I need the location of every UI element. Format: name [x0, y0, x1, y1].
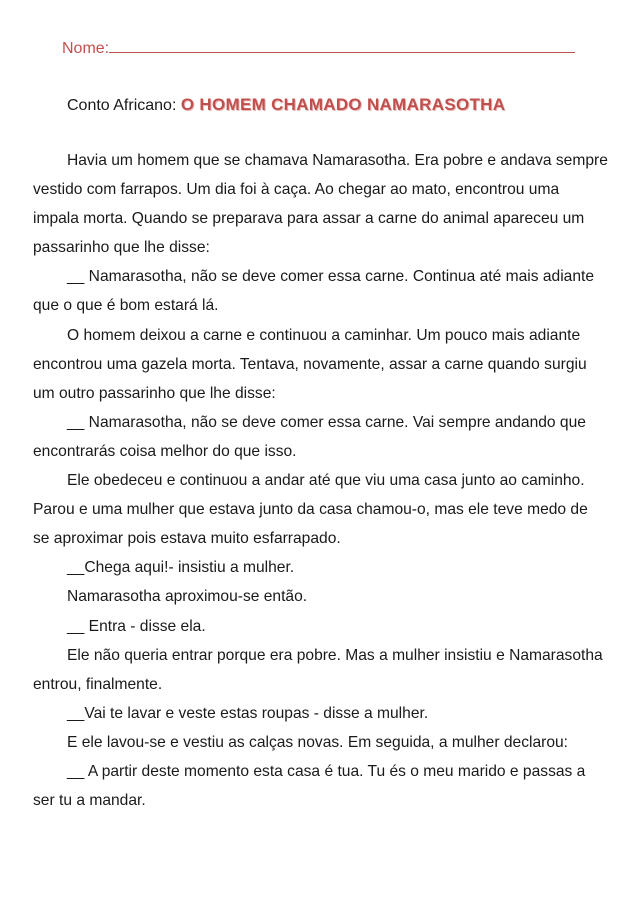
paragraph: Namarasotha aproximou-se então.	[67, 588, 308, 606]
story-title: O HOMEM CHAMADO NAMARASOTHA	[180, 95, 506, 114]
name-field-line	[62, 38, 575, 58]
paragraph: __Chega aqui!- insistiu a mulher.	[67, 559, 295, 577]
story-body	[33, 146, 608, 815]
story-genre-label: Conto Africano:	[67, 97, 177, 114]
paragraph: E ele lavou-se e vestiu as calças novas. Em seguida, a mulher declarou:	[67, 733, 568, 751]
paragraph: __ A partir deste momento esta casa é tua. Tu és o meu marido e passas a ser tu a mandar.	[33, 762, 586, 810]
paragraph: Havia um homem que se chamava Namarasotha. Era pobre e andava sempre vestido com farrapos. Um dia foi à caça. Ao chegar ao mato, encontrou uma impala morta. Quando se preparava para assar a carne do animal apareceu um passarinho que lhe disse:	[33, 152, 608, 257]
paragraph: __Vai te lavar e veste estas roupas - disse a mulher.	[67, 704, 429, 722]
paragraph: __ Namarasotha, não se deve comer essa carne. Vai sempre andando que encontrarás coisa melhor do que isso.	[33, 413, 586, 460]
name-label: Nome:	[62, 40, 110, 57]
paragraph: O homem deixou a carne e continuou a caminhar. Um pouco mais adiante encontrou uma gazela morta. Tentava, novamente, assar a carne quando surgiu um outro passarinho que lhe disse:	[33, 326, 587, 402]
paragraph: Ele não queria entrar porque era pobre. Mas a mulher insistiu e Namarasotha entrou, finalmente.	[33, 646, 603, 693]
paragraph: __ Namarasotha, não se deve comer essa carne. Continua até mais adiante que o que é bom estará lá.	[33, 268, 595, 315]
story-title-line	[67, 95, 505, 115]
paragraph: Ele obedeceu e continuou a andar até que viu uma casa junto ao caminho. Parou e uma mulher que estava junto da casa chamou-o, mas ele teve medo de se aproximar pois estava muito esfarrapado.	[33, 472, 588, 548]
paragraph: __ Entra - disse ela.	[67, 617, 206, 635]
name-blank-underline	[109, 38, 575, 53]
